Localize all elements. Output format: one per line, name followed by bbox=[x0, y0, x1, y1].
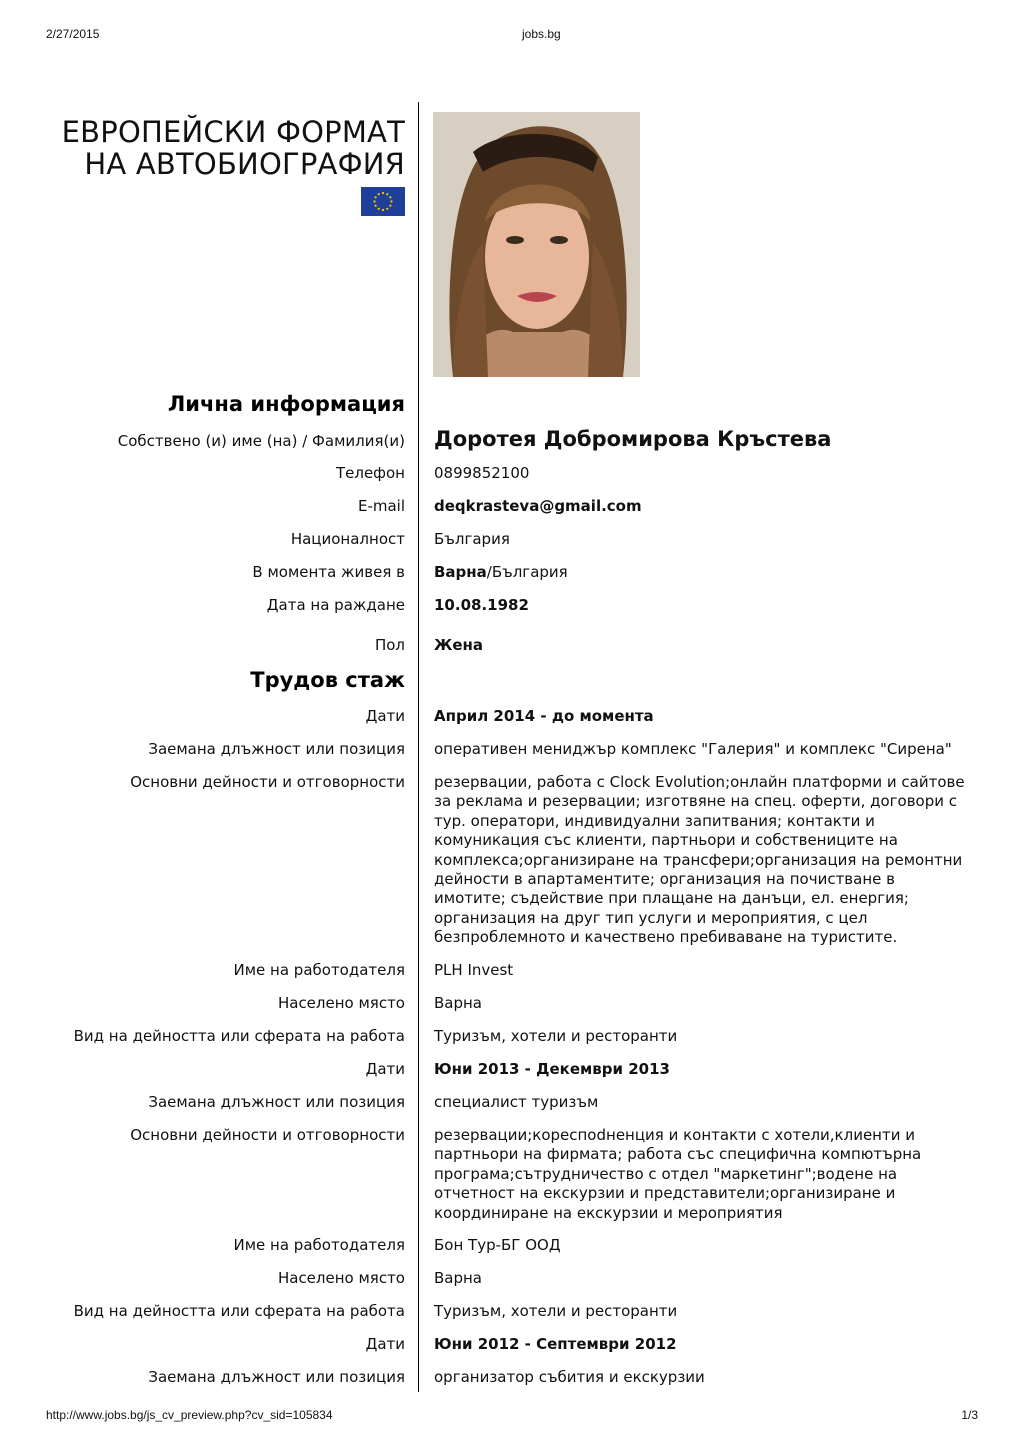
job-2-position-label: Заемана длъжност или позиция bbox=[148, 1093, 405, 1111]
job-2-dates-label: Дати bbox=[365, 1060, 405, 1078]
residence-value bbox=[434, 563, 568, 581]
job-2-location-label: Населено място bbox=[277, 1269, 405, 1287]
print-url: http://www.jobs.bg/js_cv_preview.php?cv_sid=105834 bbox=[46, 1408, 333, 1422]
eu-flag-icon bbox=[361, 187, 405, 216]
section-heading-experience: Трудов стаж bbox=[250, 668, 405, 692]
gender-value: Жена bbox=[434, 636, 484, 654]
job-1-employer-label: Име на работодателя bbox=[233, 961, 405, 979]
job-2-position: специалист туризъм bbox=[434, 1093, 599, 1111]
title-line-1: ЕВРОПЕЙСКИ ФОРМАТ bbox=[61, 115, 405, 149]
page-number: 1/3 bbox=[961, 1408, 978, 1422]
birth-label: Дата на раждане bbox=[266, 596, 405, 614]
full-name: Доротея Добромирова Кръстева bbox=[434, 427, 832, 451]
job-1-position: оперативен мениджър комплекс "Галерия" и комплекс "Сирена" bbox=[434, 740, 952, 758]
job-1-dates: Април 2014 - до момента bbox=[434, 707, 654, 725]
residence-country: /България bbox=[486, 563, 568, 581]
title-line-2: НА АВТОБИОГРАФИЯ bbox=[84, 147, 405, 181]
profile-photo bbox=[433, 112, 640, 377]
job-1-sector: Туризъм, хотели и ресторанти bbox=[434, 1027, 678, 1045]
column-divider bbox=[418, 102, 419, 1392]
job-3-position: организатор събития и екскурзии bbox=[434, 1368, 705, 1386]
print-date: 2/27/2015 bbox=[46, 27, 100, 41]
job-2-employer-label: Име на работодателя bbox=[233, 1236, 405, 1254]
gender-label: Пол bbox=[374, 636, 405, 654]
section-heading-personal: Лична информация bbox=[167, 392, 405, 416]
job-1-activities: резервации, работа с Clock Evolution;онлайн платформи и сайтове за реклама и резервации; изготвяне на спец. оферти, договори с тур. оператори, индивидуални запитвания; контакти и комуникация със клиенти, партньори и собствениците на комплекса;организиране на трансфери;организация на ремонтни дейности в апартаментите; организация на почистване в имотите; съдействие при плащане на данъци, ел. енергия; организация на друг тип услуги и мероприятия, с цел безпроблемното и качествено пребиваване на туристите. bbox=[434, 773, 965, 947]
job-1-position-label: Заемана длъжност или позиция bbox=[148, 740, 405, 758]
job-2-activities: резервации;кореспodненция и контакти с хотели,клиенти и партньори на фирмата; работа със специфична компютърна програма;сътрудничество с отдел "маркетинг";водене на отчетност на екскурзии и представители;организиране и координиране на екскурзии и мероприятия bbox=[434, 1126, 922, 1222]
job-1-sector-label: Вид на дейността или сферата на работа bbox=[73, 1027, 405, 1045]
job-2-employer: Бон Тур-БГ ООД bbox=[434, 1236, 561, 1254]
job-1-employer: PLH Invest bbox=[434, 961, 514, 979]
job-2-sector: Туризъм, хотели и ресторанти bbox=[434, 1302, 678, 1320]
birth-value: 10.08.1982 bbox=[434, 596, 529, 614]
nationality-value: България bbox=[434, 530, 510, 548]
job-2-activities-label: Основни дейности и отговорности bbox=[130, 1126, 405, 1144]
job-2-location: Варна bbox=[434, 1269, 483, 1287]
job-1-location-label: Населено място bbox=[277, 994, 405, 1012]
job-3-dates-label: Дати bbox=[365, 1335, 405, 1353]
job-2-sector-label: Вид на дейността или сферата на работа bbox=[73, 1302, 405, 1320]
phone-value: 0899852100 bbox=[434, 464, 530, 482]
nationality-label: Националност bbox=[290, 530, 405, 548]
job-3-dates: Юни 2012 - Септември 2012 bbox=[434, 1335, 677, 1353]
job-1-dates-label: Дати bbox=[365, 707, 405, 725]
email-value[interactable]: deqkrasteva@gmail.com bbox=[434, 497, 642, 515]
phone-label: Телефон bbox=[335, 464, 405, 482]
job-2-dates: Юни 2013 - Декември 2013 bbox=[434, 1060, 670, 1078]
job-1-location: Варна bbox=[434, 994, 483, 1012]
residence-label: В момента живея в bbox=[252, 563, 405, 581]
job-3-position-label: Заемана длъжност или позиция bbox=[148, 1368, 405, 1386]
residence-city: Варна bbox=[434, 563, 487, 581]
email-label: E-mail bbox=[357, 497, 405, 515]
job-1-activities-label: Основни дейности и отговорности bbox=[130, 773, 405, 791]
print-site: jobs.bg bbox=[522, 27, 561, 41]
name-label: Собствено (и) име (на) / Фамилия(и) bbox=[117, 432, 405, 450]
document-title bbox=[62, 116, 405, 180]
